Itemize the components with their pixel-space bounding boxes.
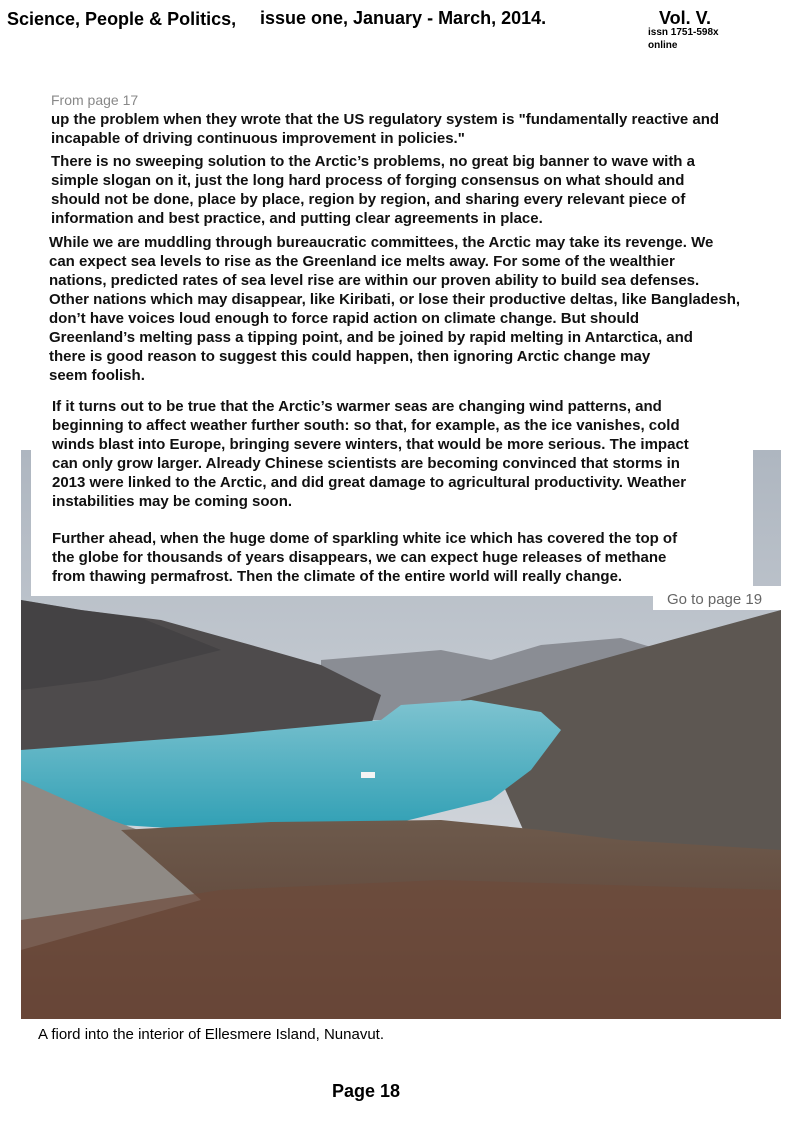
line: can only grow larger. Already Chinese scientists are becoming convinced that storms in: [52, 455, 680, 472]
line: can expect sea levels to rise as the Greenland ice melts away. For some of the wealthier: [49, 253, 675, 270]
line: There is no sweeping solution to the Arctic’s problems, no great big banner to wave with a: [51, 153, 695, 170]
line: there is good reason to suggest this could happen, then ignoring Arctic change may: [49, 348, 651, 365]
paragraph-4: [52, 397, 689, 511]
issue-date: issue one, January - March, 2014.: [260, 8, 547, 28]
line: don’t have voices loud enough to force rapid action on climate change. But should: [49, 310, 640, 327]
go-to-page-link[interactable]: Go to page 19: [653, 586, 781, 610]
line: Further ahead, when the huge dome of sparkling white ice which has covered the top of: [52, 530, 678, 547]
paragraph-3: [49, 233, 740, 385]
line: should not be done, place by place, region by region, and sharing every relevant piece of: [51, 191, 686, 208]
paragraph-2: [51, 152, 695, 228]
line: If it turns out to be true that the Arctic’s warmer seas are changing wind patterns, and: [52, 398, 662, 415]
line: seem foolish.: [49, 367, 145, 384]
paragraph-5: [52, 529, 677, 586]
photo-caption: A fiord into the interior of Ellesmere Island, Nunavut.: [38, 1026, 385, 1043]
line: information and best practice, and putting clear agreements in place.: [51, 210, 543, 227]
line: While we are muddling through bureaucratic committees, the Arctic may take its revenge. We: [49, 234, 714, 251]
line: from thawing permafrost. Then the climate of the entire world will really change.: [52, 568, 623, 585]
issn-label: issn 1751-598x: [648, 27, 719, 38]
line: the globe for thousands of years disappears, we can expect huge releases of methane: [52, 549, 667, 566]
line: simple slogan on it, just the long hard process of forging consensus on what should and: [51, 172, 685, 189]
line: nations, predicted rates of sea level rise are within our proven ability to build sea defenses.: [49, 272, 700, 289]
line: Greenland’s melting pass a tipping point, and be joined by rapid melting in Antarctica, and: [49, 329, 693, 346]
continued-from-label: From page 17: [51, 92, 139, 108]
line: instabilities may be coming soon.: [52, 493, 293, 510]
publication-title: Science, People & Politics,: [7, 9, 237, 29]
line: up the problem when they wrote that the US regulatory system is "fundamentally reactive and: [51, 111, 720, 128]
online-label: online: [648, 40, 678, 51]
line: incapable of driving continuous improvement in policies.": [51, 130, 465, 147]
paragraph-1: [51, 110, 719, 148]
line: 2013 were linked to the Arctic, and did great damage to agricultural productivity. Weather: [52, 474, 687, 491]
volume-label: Vol. V.: [659, 8, 712, 28]
page-number: Page 18: [332, 1081, 401, 1101]
line: Other nations which may disappear, like Kiribati, or lose their productive deltas, like Bangladesh,: [49, 291, 741, 308]
line: winds blast into Europe, bringing severe winters, that would be more serious. The impact: [52, 436, 689, 453]
line: beginning to affect weather further south: so that, for example, as the ice vanishes, cold: [52, 417, 680, 434]
